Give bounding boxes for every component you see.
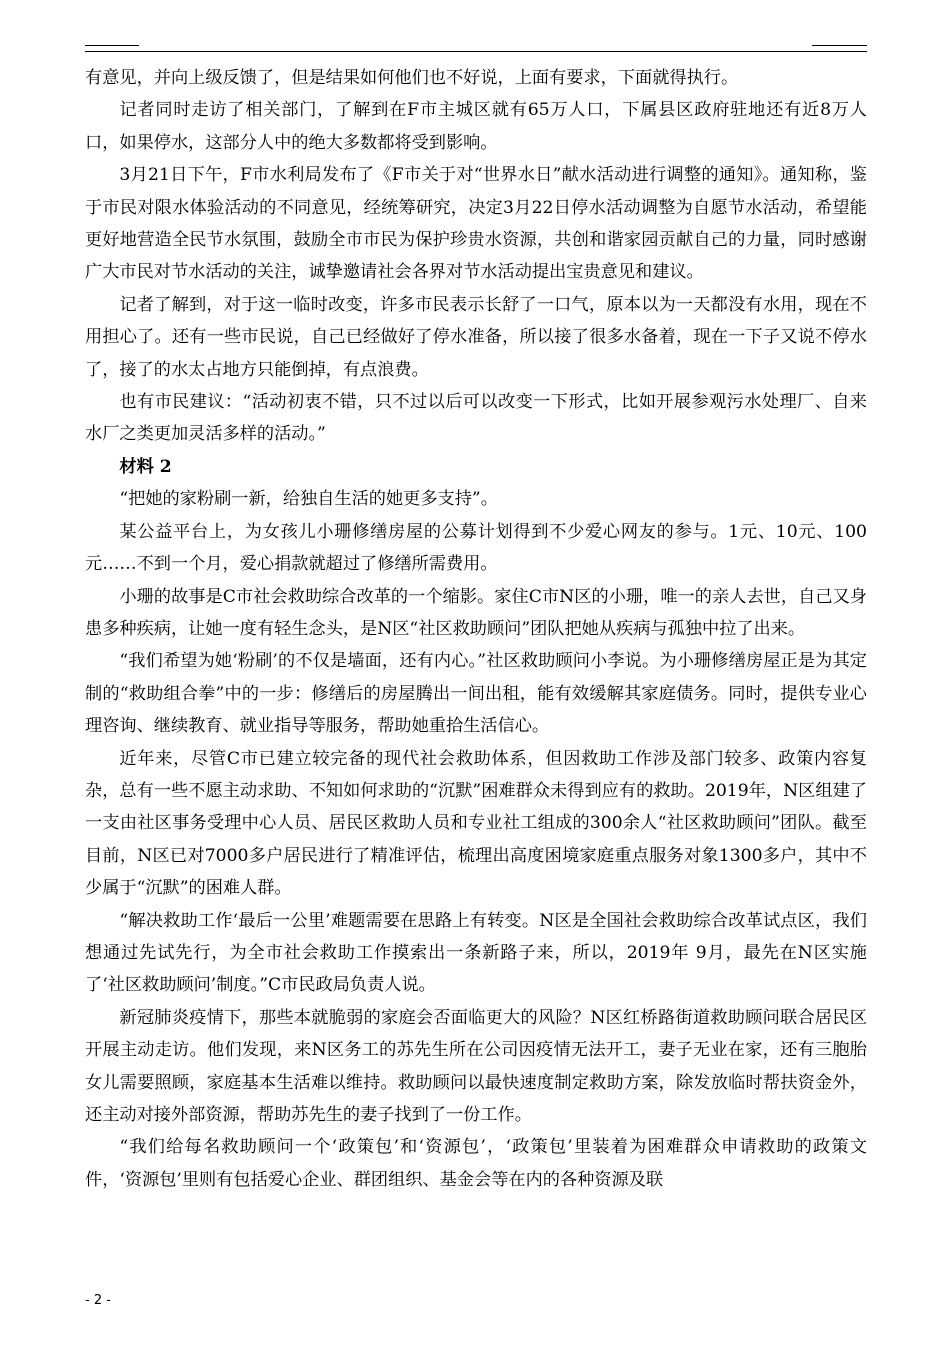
header-rule-right — [812, 45, 867, 46]
paragraph: 记者了解到，对于这一临时改变，许多市民表示长舒了一口气，原本以为一天都没有水用，现在不用担心了。还有一些市民说，自己已经做好了停水准备，所以接了很多水备着，现在一下子又说不停水了，接了的水太占地方只能倒掉，有点浪费。 — [85, 294, 867, 380]
paragraph: “把她的家粉刷一新，给独自生活的她更多支持”。 — [119, 489, 498, 510]
paragraph: 也有市民建议：“活动初衷不错，只不过以后可以改变一下形式，比如开展参观污水处理厂、自来水厂之类更加灵活多样的活动。” — [85, 392, 867, 445]
header-rule-full — [85, 51, 867, 52]
section-heading: 材料 2 — [119, 456, 172, 477]
paragraph: “我们给每名救助顾问一个‘政策包’和‘资源包’，‘政策包’里装着为困难群众申请救助的政策文件，‘资源包’里则有包括爱心企业、群团组织、基金会等在内的各种资源及联 — [85, 1137, 867, 1190]
paragraph: 近年来，尽管C市已建立较完备的现代社会救助体系，但因救助工作涉及部门较多、政策内容复杂，总有一些不愿主动求助、不知如何求助的“沉默”困难群众未得到应有的救助。2019年，N区组建了一支由社区事务受理中心人员、居民区救助人员和专业社工组成的300余人“社区救助顾问”团队。截至目前，N区已对7000多户居民进行了精准评估，梳理出高度困境家庭重点服务对象1300多户，其中不少属于“沉默”的困难人群。 — [85, 748, 867, 899]
paragraph: 记者同时走访了相关部门，了解到在F市主城区就有65万人口，下属县区政府驻地还有近8万人口，如果停水，这部分人中的绝大多数都将受到影响。 — [85, 100, 867, 153]
page-number: - 2 - — [85, 1293, 111, 1308]
paragraph: 某公益平台上，为女孩儿小珊修缮房屋的公募计划得到不少爱心网友的参与。1元、10元、100元……不到一个月，爱心捐款就超过了修缮所需费用。 — [85, 521, 867, 575]
paragraph: “我们希望为她‘粉刷’的不仅是墙面，还有内心。”社区救助顾问小李说。为小珊修缮房屋正是为其定制的“救助组合拳”中的一步：修缮后的房屋腾出一间出租，能有效缓解其家庭债务。同时，提供专业心理咨询、继续教育、就业指导等服务，帮助她重拾生活信心。 — [85, 651, 867, 737]
paragraph-continuation: 有意见，并向上级反馈了，但是结果如何他们也不好说，上面有要求，下面就得执行。 — [85, 68, 739, 88]
paragraph: 3月21日下午，F市水利局发布了《F市关于对“世界水日”献水活动进行调整的通知》。通知称，鉴于市民对限水体验活动的不同意见，经统筹研究，决定3月22日停水活动调整为自愿节水活动，希望能更好地营造全民节水氛围，鼓励全市市民为保护珍贵水资源，共创和谐家园贡献自己的力量，同时感谢广大市民对节水活动的关注，诚挚邀请社会各界对节水活动提出宝贵意见和建议。 — [85, 165, 867, 283]
paragraph: “解决救助工作‘最后一公里’难题需要在思路上有转变。N区是全国社会救助综合改革试点区，我们想通过先试先行，为全市社会救助工作摸索出一条新路子来，所以，2019年 9月，最先在N区实施了‘社区救助顾问’制度。”C市民政局负责人说。 — [85, 910, 867, 996]
header-rule-left — [85, 45, 139, 46]
document-body — [85, 62, 867, 1196]
paragraph: 新冠肺炎疫情下，那些本就脆弱的家庭会否面临更大的风险？N区红桥路街道救助顾问联合居民区开展主动走访。他们发现，来N区务工的苏先生所在公司因疫情无法开工，妻子无业在家，还有三胞胎女儿需要照顾，家庭基本生活难以维持。救助顾问以最快速度制定救助方案，除发放临时帮扶资金外，还主动对接外部资源，帮助苏先生的妻子找到了一份工作。 — [85, 1007, 867, 1125]
paragraph: 小珊的故事是C市社会救助综合改革的一个缩影。家住C市N区的小珊，唯一的亲人去世，自己又身患多种疾病，让她一度有轻生念头，是N区“社区救助顾问”团队把她从疾病与孤独中拉了出来。 — [85, 586, 867, 639]
